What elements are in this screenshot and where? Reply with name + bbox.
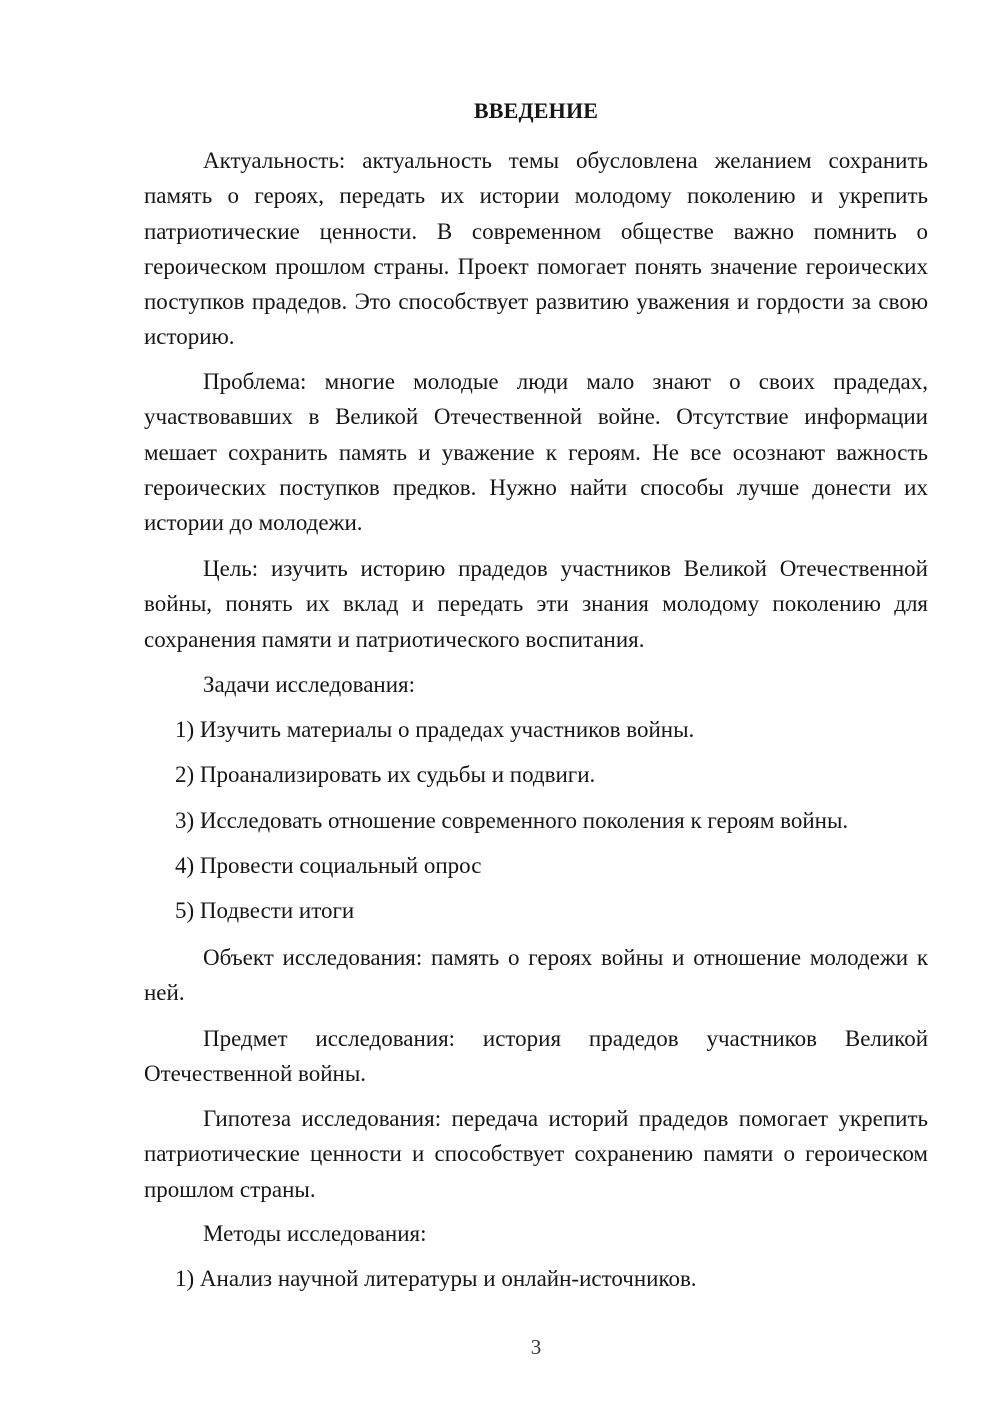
list-item-task-1: 1) Изучить материалы о прадедах участников войны.: [175, 717, 695, 742]
list-item-task-5: 5) Подвести итоги: [175, 898, 355, 923]
list-item-task-4: 4) Провести социальный опрос: [175, 853, 482, 878]
list-item-method-1: 1) Анализ научной литературы и онлайн-источников.: [175, 1266, 697, 1291]
list-item-task-3: 3) Исследовать отношение современного поколения к героям войны.: [175, 808, 849, 833]
object-paragraph: Объект исследования: память о героях войны и отношение молодежи к ней.: [144, 945, 928, 1006]
hypothesis-paragraph: Гипотеза исследования: передача историй прадедов помогает укрепить патриотические ценности и способствует сохранению памяти о героическом прошлом страны.: [144, 1106, 928, 1202]
page-number: 3: [530, 1335, 542, 1359]
relevance-paragraph: Актуальность: актуальность темы обусловлена желанием сохранить память о героях, передать их истории молодому поколению и укрепить патриотические ценности. В современном обществе важно помнить о героическом прошлом страны. Проект помогает понять значение героических поступков прадедов. Это способствует развитию уважения и гордости за свою историю.: [144, 148, 928, 350]
section-title: ВВЕДЕНИЕ: [473, 98, 599, 123]
problem-paragraph: Проблема: многие молодые люди мало знают о своих прадедах, участвовавших в Великой Отечественной войне. Отсутствие информации мешает сохранить память и уважение к героям. Не все осознают важность героических поступков предков. Нужно найти способы лучше донести их истории до молодежи.: [144, 369, 928, 536]
methods-heading: Методы исследования:: [203, 1221, 427, 1246]
tasks-heading: Задачи исследования:: [203, 672, 416, 697]
list-item-task-2: 2) Проанализировать их судьбы и подвиги.: [175, 762, 596, 787]
goal-paragraph: Цель: изучить историю прадедов участников Великой Отечественной войны, понять их вклад и передать эти знания молодому поколению для сохранения памяти и патриотического воспитания.: [144, 556, 928, 652]
subject-paragraph: Предмет исследования: история прадедов участников Великой Отечественной войны.: [144, 1026, 928, 1087]
